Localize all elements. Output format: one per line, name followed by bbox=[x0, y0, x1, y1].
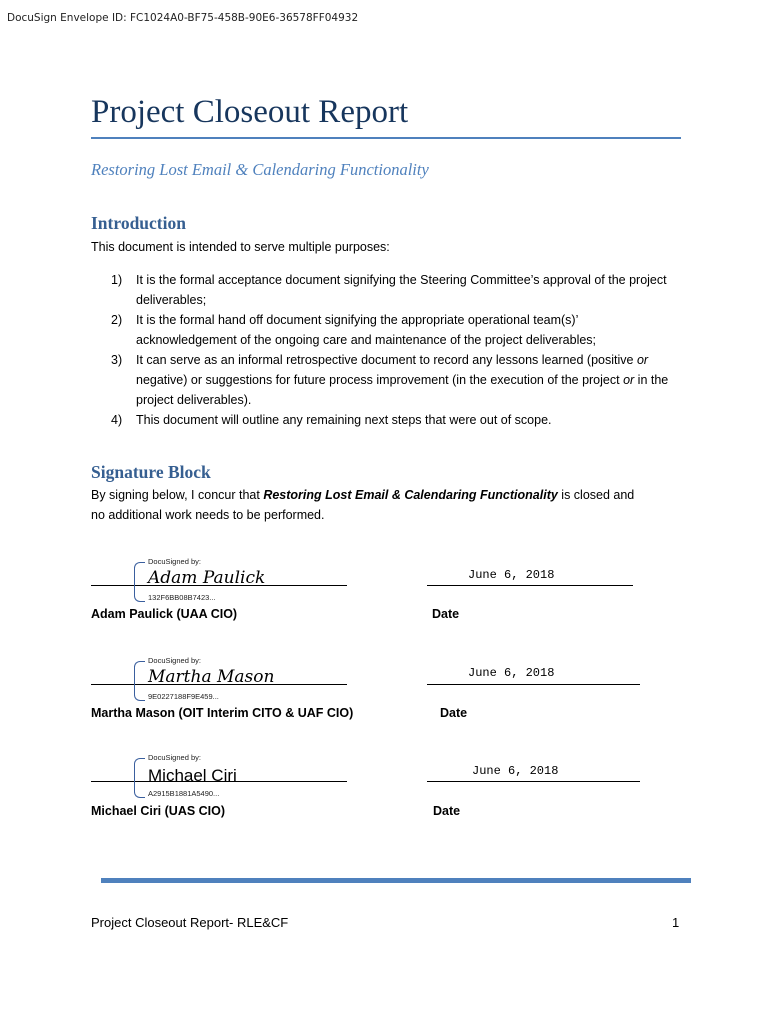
docusign-stamp bbox=[134, 656, 275, 701]
signature-date: June 6, 2018 bbox=[468, 666, 555, 680]
list-item-emphasis: or bbox=[636, 353, 649, 367]
page-subtitle: Restoring Lost Email & Calendaring Functionality bbox=[91, 160, 429, 179]
date-line bbox=[427, 585, 633, 586]
date-label: Date bbox=[432, 607, 460, 621]
signer-name: Adam Paulick (UAA CIO) bbox=[91, 607, 238, 621]
handwritten-signature: Michael Ciri bbox=[148, 766, 237, 785]
footer-divider bbox=[101, 878, 691, 883]
statement-project-name: Restoring Lost Email & Calendaring Functionality bbox=[263, 488, 558, 502]
docusign-bracket bbox=[134, 661, 145, 701]
statement-text-b: is closed and no additional work needs to be performed. bbox=[91, 488, 635, 522]
date-line bbox=[427, 781, 640, 782]
docusign-id: 132F6BB08B7423... bbox=[148, 593, 216, 602]
docusign-id: 9E0227188F9E459... bbox=[148, 692, 219, 701]
list-item-number: 3) bbox=[111, 353, 123, 367]
list-item-number: 2) bbox=[111, 313, 123, 327]
docusigned-by-label: DocuSigned by: bbox=[148, 656, 201, 665]
list-item-text: This document will outline any remaining next steps that were out of scope. bbox=[136, 413, 552, 427]
docusign-stamp bbox=[134, 557, 266, 602]
page-title: Project Closeout Report bbox=[91, 94, 409, 130]
docusign-id: A2915B1881A5490... bbox=[148, 789, 220, 798]
signature-block-statement bbox=[91, 485, 651, 525]
list-item bbox=[111, 410, 671, 430]
list-item-number: 1) bbox=[111, 273, 123, 287]
date-line bbox=[427, 684, 640, 685]
list-item bbox=[111, 270, 671, 310]
signer-name: Michael Ciri (UAS CIO) bbox=[91, 804, 226, 818]
purpose-list bbox=[111, 270, 671, 430]
list-item-text: It is the formal acceptance document signifying the Steering Committee’s approval of the project deliverables; bbox=[136, 273, 667, 307]
docusigned-by-label: DocuSigned by: bbox=[148, 753, 201, 762]
handwritten-signature: Martha Mason bbox=[148, 667, 275, 687]
docusigned-by-label: DocuSigned by: bbox=[148, 557, 201, 566]
statement-text-a: By signing below, I concur that bbox=[91, 488, 264, 502]
list-item-text-b: negative) or suggestions for future process improvement (in the execution of the project bbox=[136, 373, 624, 387]
handwritten-signature: Adam Paulick bbox=[148, 568, 266, 588]
introduction-lead: This document is intended to serve multiple purposes: bbox=[91, 240, 390, 254]
list-item bbox=[111, 310, 671, 350]
signature-date: June 6, 2018 bbox=[468, 568, 555, 582]
introduction-heading: Introduction bbox=[91, 213, 186, 233]
docusign-bracket bbox=[134, 758, 145, 798]
docusign-stamp bbox=[134, 753, 259, 798]
date-label: Date bbox=[440, 706, 468, 720]
signature-date: June 6, 2018 bbox=[472, 764, 559, 778]
signer-name: Martha Mason (OIT Interim CITO & UAF CIO) bbox=[91, 706, 354, 720]
envelope-id: DocuSign Envelope ID: FC1024A0-BF75-458B-90E6-36578FF04932 bbox=[7, 12, 359, 24]
title-divider bbox=[91, 137, 681, 139]
list-item-text-c: in the project deliverables). bbox=[136, 373, 669, 407]
footer-title: Project Closeout Report- RLE&CF bbox=[91, 915, 289, 930]
list-item bbox=[111, 350, 671, 410]
list-item-emphasis: or bbox=[623, 373, 635, 387]
signature-block-heading: Signature Block bbox=[91, 462, 211, 482]
list-item-number: 4) bbox=[111, 413, 123, 427]
page-number: 1 bbox=[672, 915, 680, 930]
list-item-text: It is the formal hand off document signifying the appropriate operational team(s)’ acknowledgement of the ongoing care and maintenance of the project deliverables; bbox=[136, 313, 597, 347]
docusign-bracket bbox=[134, 562, 145, 602]
date-label: Date bbox=[433, 804, 461, 818]
list-item-text-a: It can serve as an informal retrospective document to record any lessons learned (positive bbox=[136, 353, 637, 367]
